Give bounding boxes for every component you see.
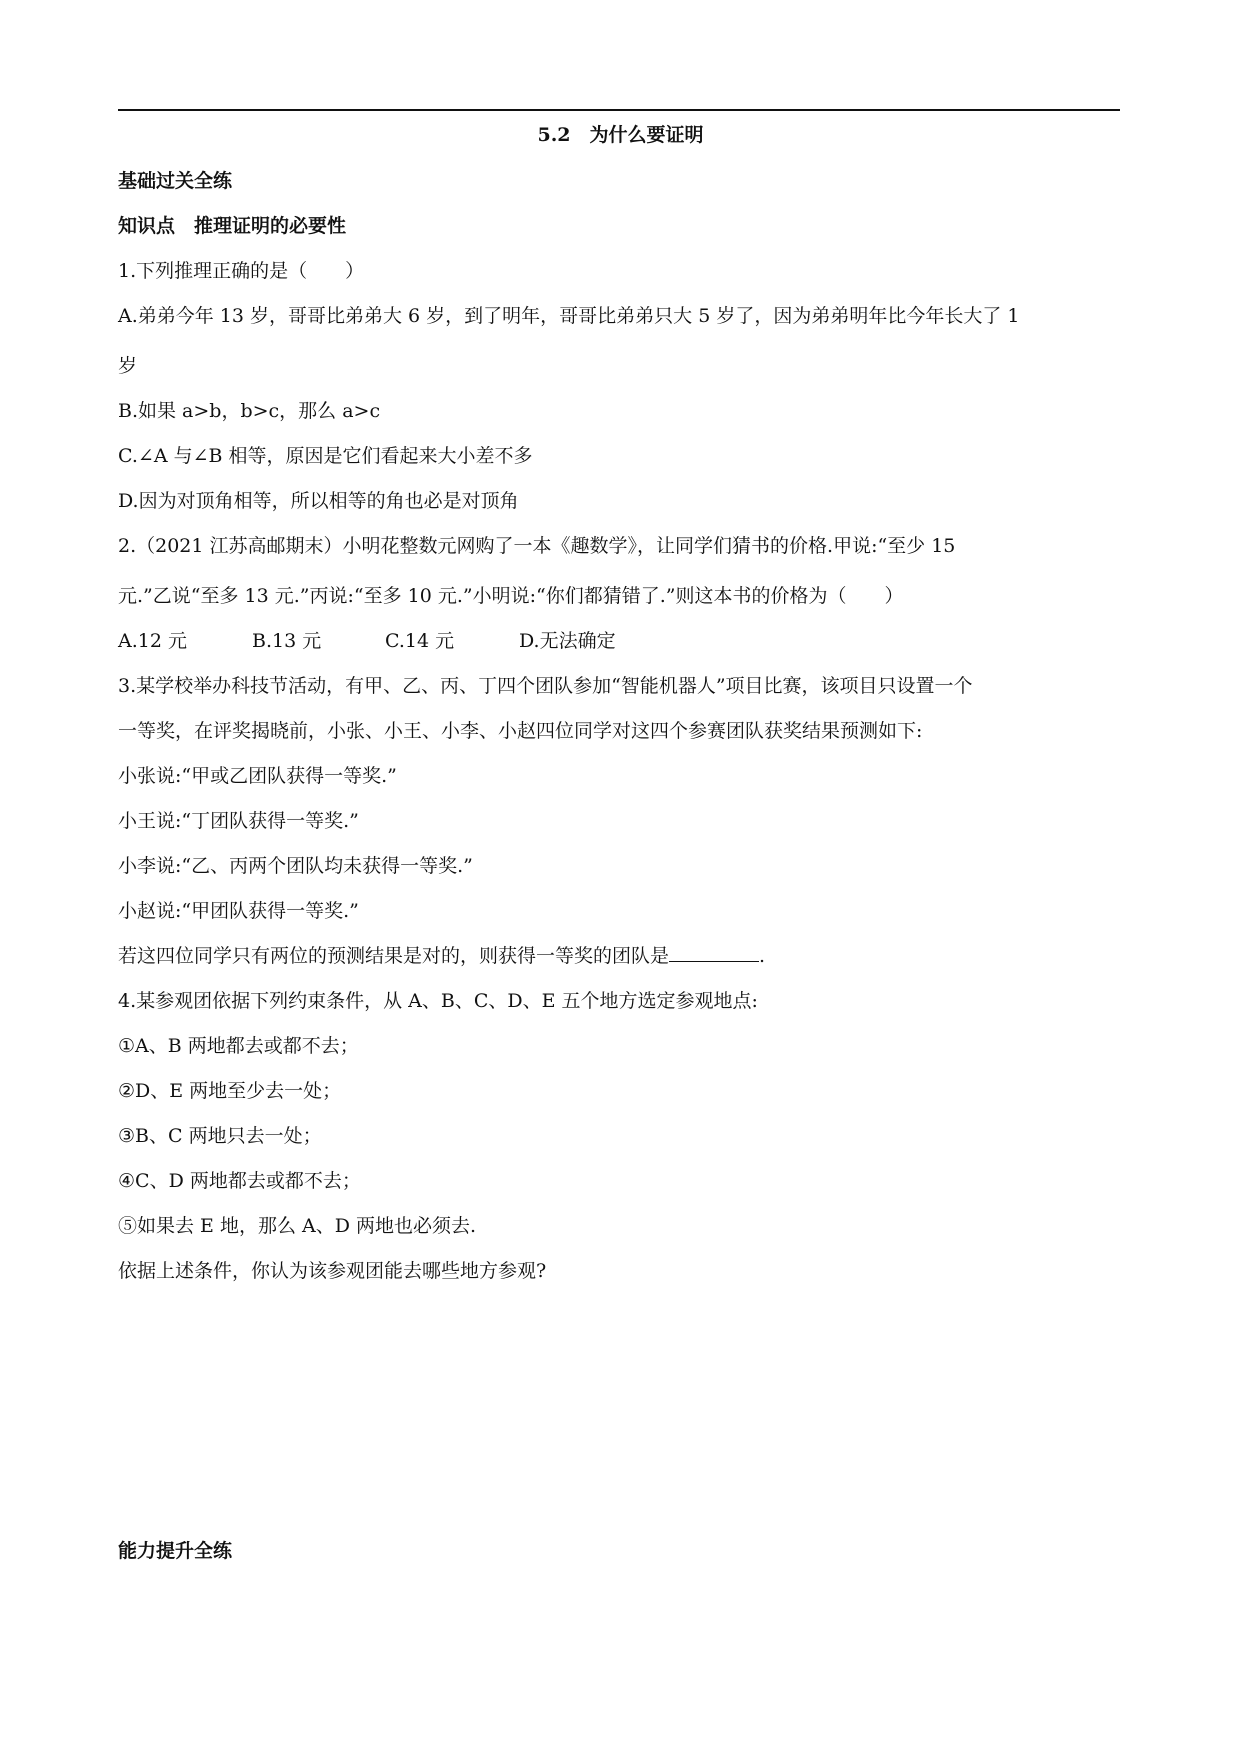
q3-conclusion: [118, 943, 765, 969]
q2-stem-line1: 2.（2021 江苏高邮期末）小明花整数元网购了一本《趣数学》，让同学们猜书的价格.甲说:“至少 15: [118, 535, 956, 557]
q2-option-d: D.无法确定: [519, 630, 616, 652]
q3-li: 小李说:“乙、丙两个团队均未获得一等奖.”: [118, 855, 473, 877]
q3-stem-line1: 3.某学校举办科技节活动，有甲、乙、丙、丁四个团队参加“智能机器人”项目比赛，该项目只设置一个: [118, 675, 973, 697]
knowledge-point: 知识点 推理证明的必要性: [118, 215, 347, 237]
q2-stem-line2: 元.”乙说“至多 13 元.”丙说:“至多 10 元.”小明说:“你们都猜错了.”则这本书的价格为（ ）: [118, 585, 904, 607]
page-title: 5.2 为什么要证明: [537, 124, 704, 146]
q3-zhao: 小赵说:“甲团队获得一等奖.”: [118, 900, 359, 922]
q3-zhang: 小张说:“甲或乙团队获得一等奖.”: [118, 765, 397, 787]
q2-option-b: B.13 元: [252, 630, 322, 652]
q4-condition-3: ③B、C 两地只去一处；: [118, 1125, 322, 1147]
q1-option-a-line1: A.弟弟今年 13 岁，哥哥比弟弟大 6 岁，到了明年，哥哥比弟弟只大 5 岁了，因为弟弟明年比今年长大了 1: [118, 305, 1020, 327]
q1-stem: 1.下列推理正确的是（ ）: [118, 260, 365, 282]
q3-wang: 小王说:“丁团队获得一等奖.”: [118, 810, 359, 832]
q4-condition-2: ②D、E 两地至少去一处；: [118, 1080, 342, 1102]
q1-option-d: D.因为对顶角相等，所以相等的角也必是对顶角: [118, 490, 519, 512]
section-title-basic: 基础过关全练: [118, 170, 233, 192]
q4-condition-5: ⑤如果去 E 地，那么 A、D 两地也必须去.: [118, 1215, 477, 1237]
q2-option-a: A.12 元: [118, 630, 187, 652]
q3-period: .: [759, 945, 766, 967]
header-rule: [118, 109, 1120, 111]
q2-options: [118, 628, 616, 654]
q4-question: 依据上述条件，你认为该参观团能去哪些地方参观?: [118, 1260, 547, 1282]
q2-option-c: C.14 元: [385, 630, 455, 652]
answer-blank[interactable]: [669, 943, 759, 962]
q4-stem: 4.某参观团依据下列约束条件，从 A、B、C、D、E 五个地方选定参观地点:: [118, 990, 758, 1012]
q1-option-c: C.∠A 与∠B 相等，原因是它们看起来大小差不多: [118, 445, 533, 467]
section-title-advanced: 能力提升全练: [118, 1540, 233, 1562]
q4-condition-4: ④C、D 两地都去或都不去；: [118, 1170, 361, 1192]
q1-option-b: B.如果 a>b，b>c，那么 a>c: [118, 400, 381, 422]
q1-option-a-line2: 岁: [118, 355, 138, 377]
q3-stem-line2: 一等奖，在评奖揭晓前，小张、小王、小李、小赵四位同学对这四个参赛团队获奖结果预测如下:: [118, 720, 923, 742]
q3-conclusion-text: 若这四位同学只有两位的预测结果是对的，则获得一等奖的团队是: [118, 945, 670, 967]
q4-condition-1: ①A、B 两地都去或都不去；: [118, 1035, 359, 1057]
